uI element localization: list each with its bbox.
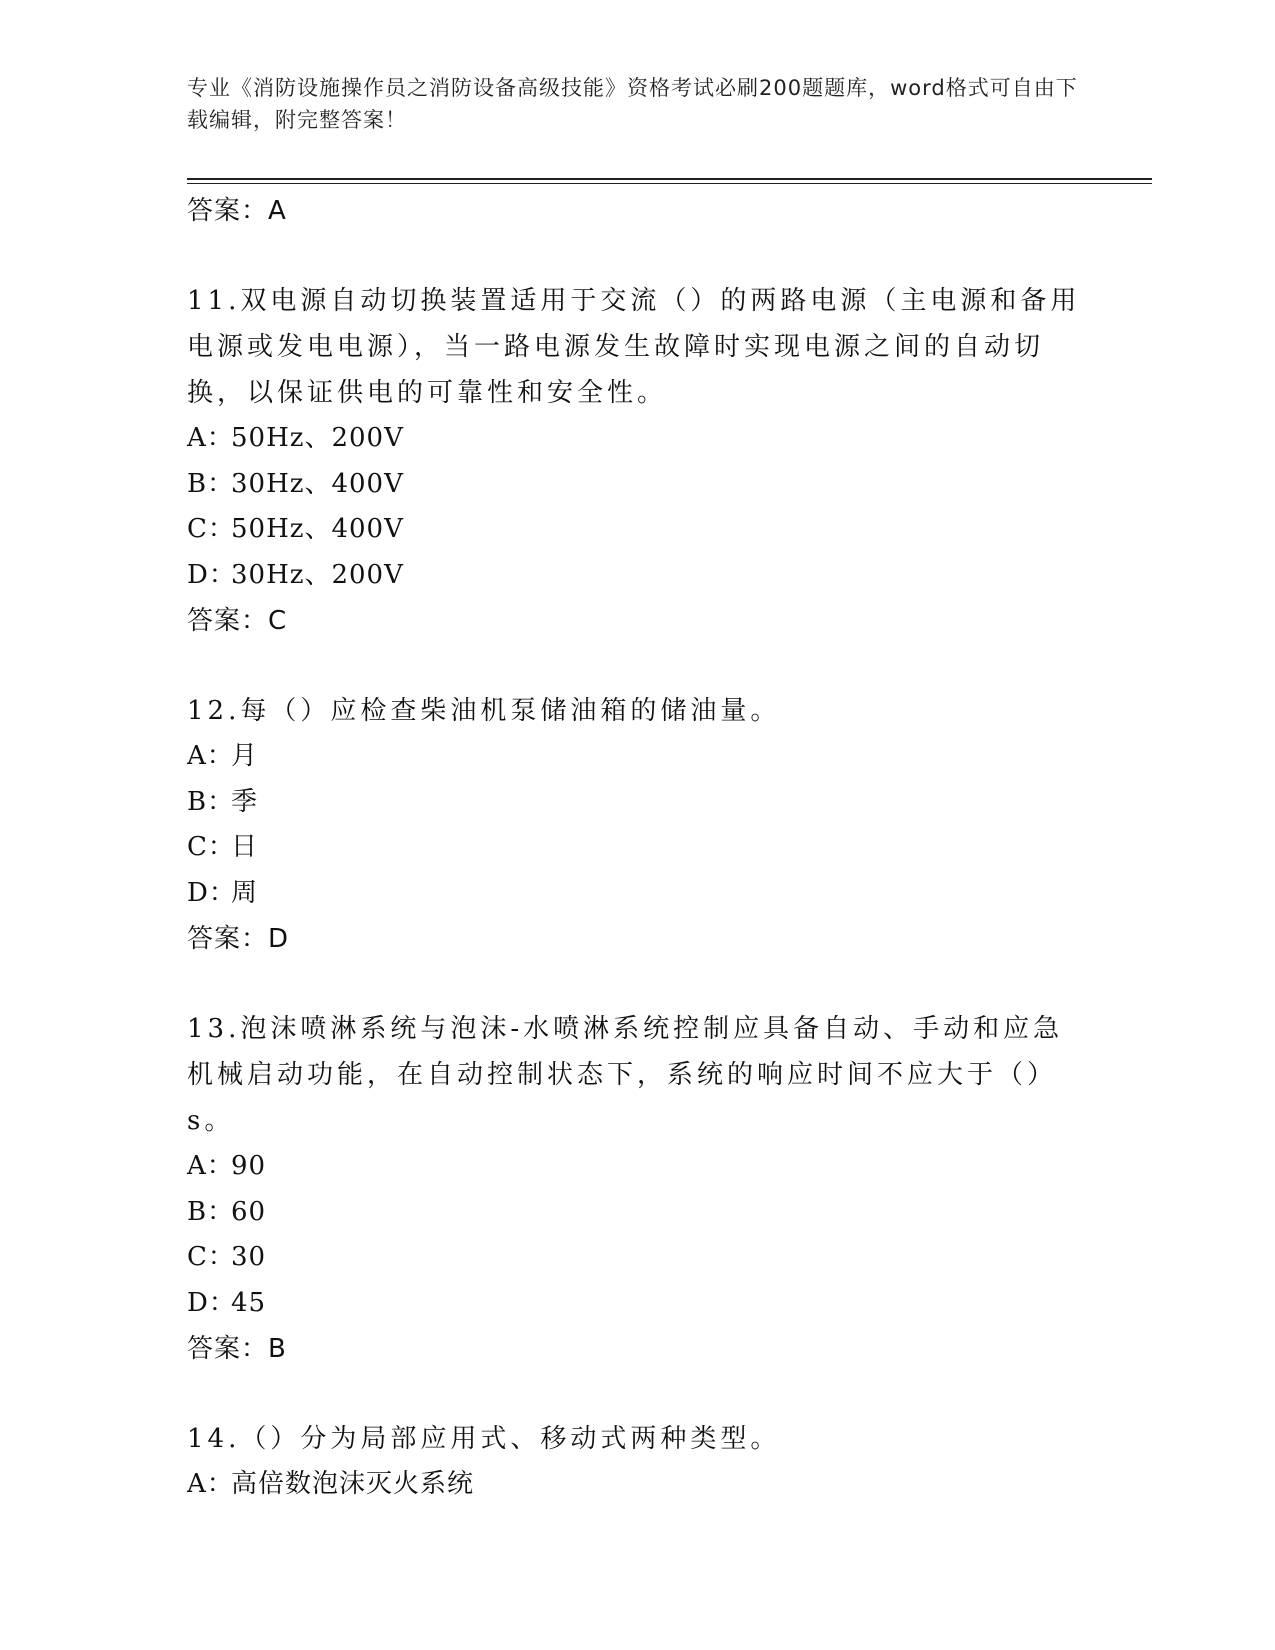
option-text: 60 bbox=[231, 1196, 267, 1227]
option-text: 高倍数泡沫灭火系统 bbox=[231, 1469, 475, 1499]
option-a bbox=[187, 734, 1087, 780]
question-item bbox=[187, 688, 1087, 962]
option-key: A： bbox=[187, 1469, 234, 1499]
answer-line: 答案：D bbox=[187, 924, 290, 954]
option-text: 30 bbox=[231, 1242, 267, 1272]
option-key: D： bbox=[187, 877, 236, 908]
option-key: A： bbox=[187, 1151, 234, 1181]
option-text: 月 bbox=[231, 741, 259, 771]
previous-answer: 答案：A bbox=[187, 196, 287, 226]
question-text: 14.（）分为局部应用式、移动式两种类型。 bbox=[187, 1424, 781, 1454]
option-a bbox=[187, 1144, 1087, 1190]
option-key: B： bbox=[187, 1196, 235, 1227]
option-key: B： bbox=[187, 468, 235, 499]
question-list bbox=[187, 188, 1087, 1508]
option-text: 45 bbox=[231, 1287, 267, 1318]
question-text: 12.每（）应检查柴油机泵储油箱的储油量。 bbox=[187, 696, 781, 726]
header-divider-thick bbox=[187, 178, 1152, 180]
option-c bbox=[187, 1235, 1087, 1281]
option-key: D： bbox=[187, 559, 236, 590]
header-divider-thin bbox=[187, 183, 1152, 184]
option-text: 周 bbox=[231, 877, 259, 908]
question-item bbox=[187, 1416, 1087, 1508]
option-d bbox=[187, 1281, 1087, 1327]
option-a bbox=[187, 1462, 1087, 1508]
option-text: 30Hz、400V bbox=[231, 468, 404, 499]
option-c bbox=[187, 507, 1087, 553]
option-text: 日 bbox=[231, 832, 259, 862]
option-b bbox=[187, 780, 1087, 826]
option-c bbox=[187, 825, 1087, 871]
answer-line: 答案：B bbox=[187, 1334, 287, 1364]
document-header: 专业《消防设施操作员之消防设备高级技能》资格考试必刷200题题库，word格式可自由下载编辑，附完整答案！ bbox=[187, 76, 1078, 132]
question-item bbox=[187, 1006, 1087, 1372]
option-text: 50Hz、200V bbox=[231, 423, 404, 453]
option-text: 季 bbox=[231, 786, 259, 817]
option-key: C： bbox=[187, 514, 235, 544]
option-a bbox=[187, 416, 1087, 462]
question-text: 11.双电源自动切换装置适用于交流（）的两路电源（主电源和备用电源或发电电源），当一路电源发生故障时实现电源之间的自动切换，以保证供电的可靠性和安全性。 bbox=[187, 286, 1081, 408]
option-key: B： bbox=[187, 786, 235, 817]
option-text: 30Hz、200V bbox=[231, 559, 404, 590]
option-text: 90 bbox=[231, 1151, 267, 1181]
option-b bbox=[187, 462, 1087, 508]
question-item bbox=[187, 278, 1087, 644]
option-d bbox=[187, 871, 1087, 917]
answer-line: 答案：C bbox=[187, 606, 288, 636]
question-text: 13.泡沫喷淋系统与泡沫-水喷淋系统控制应具备自动、手动和应急机械启动功能，在自动控制状态下，系统的响应时间不应大于（）s。 bbox=[187, 1014, 1064, 1136]
option-d bbox=[187, 553, 1087, 599]
option-key: A： bbox=[187, 741, 234, 771]
option-text: 50Hz、400V bbox=[231, 514, 404, 544]
option-key: A： bbox=[187, 423, 234, 453]
option-b bbox=[187, 1190, 1087, 1236]
option-key: C： bbox=[187, 832, 235, 862]
option-key: D： bbox=[187, 1287, 236, 1318]
option-key: C： bbox=[187, 1242, 235, 1272]
